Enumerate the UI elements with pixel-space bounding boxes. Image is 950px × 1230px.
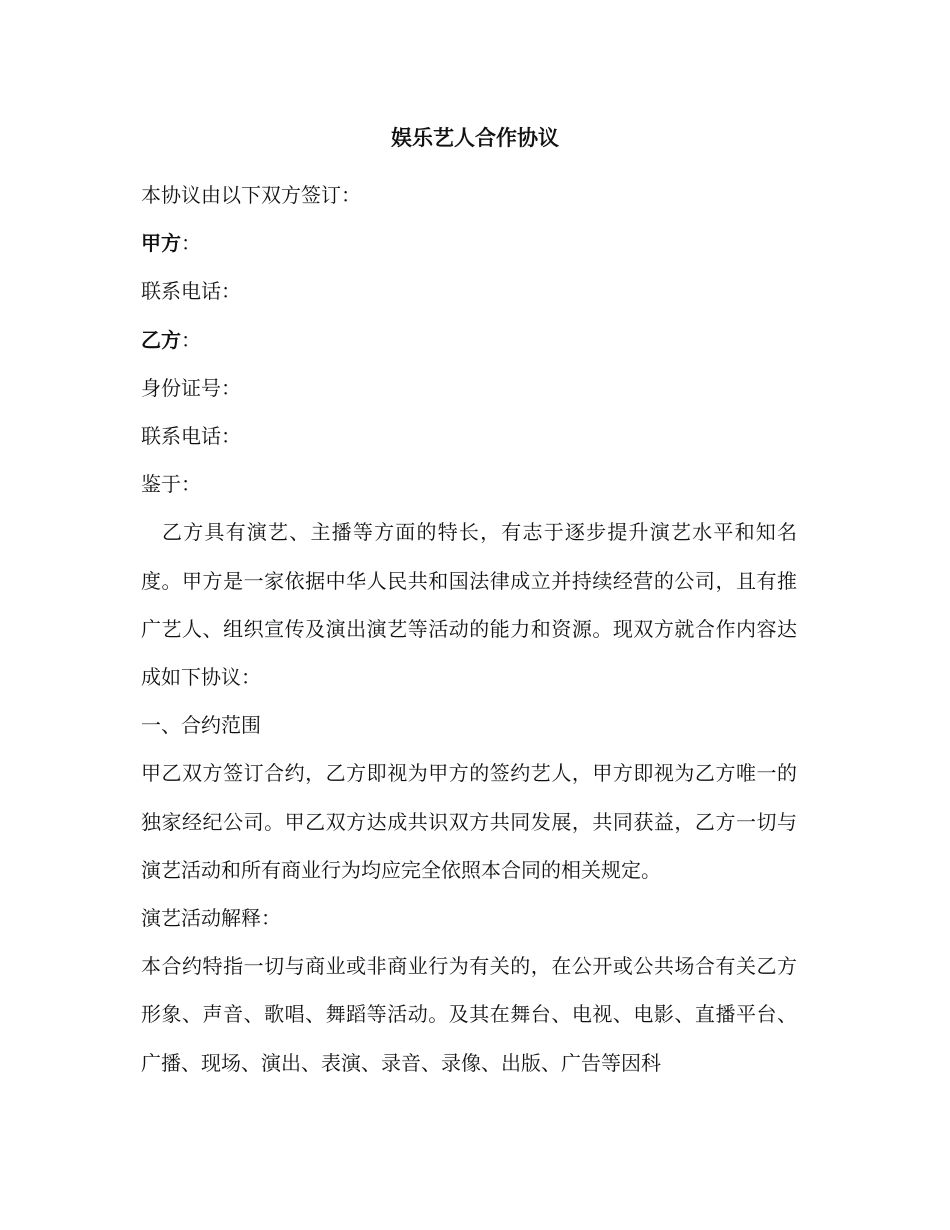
intro-line: 本协议由以下双方签订： bbox=[141, 183, 361, 207]
document-body bbox=[141, 171, 797, 1087]
recital-paragraph: 乙方具有演艺、主播等方面的特长，有志于逐步提升演艺水平和知名度。甲方是一家依据中华人民共和国法律成立并持续经营的公司，且有推广艺人、组织宣传及演出演艺等活动的能力和资源。现双方就合作内容达成如下协议： bbox=[141, 520, 797, 690]
party-b-phone: 联系电话： bbox=[141, 424, 241, 449]
section-1-heading: 一、合约范围 bbox=[141, 713, 261, 738]
party-a-line bbox=[141, 219, 797, 267]
title-bold: 合作协议 bbox=[475, 126, 559, 150]
party-a-label: 甲方 bbox=[141, 231, 181, 256]
party-b-id: 身份证号： bbox=[141, 375, 241, 400]
party-b-colon: ： bbox=[181, 327, 201, 352]
document-title bbox=[0, 122, 950, 154]
section-1-paragraph: 甲乙双方签订合约，乙方即视为甲方的签约艺人，甲方即视为乙方唯一的独家经纪公司。甲乙双方达成共识双方共同发展，共同获益，乙方一切与演艺活动和所有商业行为均应完全依照本合同的相关规定。 bbox=[141, 761, 797, 882]
party-a-colon: ： bbox=[181, 231, 201, 256]
definition-paragraph: 本合约特指一切与商业或非商业行为有关的，在公开或公共场合有关乙方形象、声音、歌唱、舞蹈等活动。及其在舞台、电视、电影、直播平台、广播、现场、演出、表演、录音、录像、出版、广告等因科 bbox=[141, 954, 797, 1075]
party-b-label: 乙方 bbox=[141, 327, 181, 352]
definition-heading: 演艺活动解释： bbox=[141, 906, 281, 931]
party-b-line bbox=[141, 316, 797, 364]
whereas-line: 鉴于： bbox=[141, 472, 201, 497]
title-plain: 娱乐艺人 bbox=[391, 125, 475, 150]
party-a-phone: 联系电话： bbox=[141, 279, 241, 304]
